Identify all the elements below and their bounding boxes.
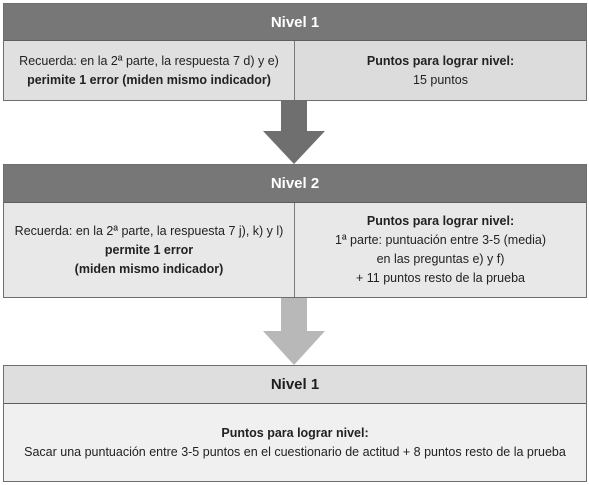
level2-points-line2: 1ª parte: puntuación entre 3-5 (media): [335, 233, 546, 247]
level1-box: [3, 3, 587, 101]
level2-reminder-line1: Recuerda: en la 2ª parte, la respuesta 7 j), k) y l): [14, 223, 284, 238]
level1-reminder-line1: Recuerda: en la 2ª parte, la respuesta 7 d) y e): [19, 53, 279, 68]
level2-reminder-line2: permite 1 error: [104, 242, 194, 257]
level3-points-heading: Puntos para lograr nivel:: [221, 425, 369, 440]
level3-points-text: Sacar una puntuación entre 3-5 puntos en el cuestionario de actitud + 8 puntos resto de la prueba: [24, 444, 566, 459]
level1-title: Nivel 1: [4, 4, 586, 41]
level2-title: Nivel 2: [4, 165, 586, 203]
level1-row: [4, 41, 586, 100]
level1-points-heading: Puntos para lograr nivel:: [366, 53, 515, 68]
level2-points: [295, 203, 586, 297]
down-arrow-icon: [263, 298, 325, 365]
level2-row: [4, 203, 586, 297]
level1-reminder-line2: perimite 1 error (miden mismo indicador): [27, 72, 271, 87]
level2-reminder: [4, 203, 295, 297]
level3-box: [3, 365, 587, 482]
level3-title: Nivel 1: [4, 366, 586, 404]
level2-box: [3, 164, 587, 298]
level2-points-heading: Puntos para lograr nivel:: [366, 214, 515, 228]
level2-reminder-line3: (miden mismo indicador): [74, 261, 224, 276]
level1-points: [295, 41, 586, 100]
level3-points: [4, 404, 586, 481]
level2-points-line4: + 11 puntos resto de la prueba: [356, 271, 525, 285]
level2-points-line3: en las preguntas e) y f): [376, 252, 505, 266]
level1-points-value: 15 puntos: [413, 72, 468, 87]
down-arrow-icon: [263, 101, 325, 164]
level1-reminder: [4, 41, 295, 100]
